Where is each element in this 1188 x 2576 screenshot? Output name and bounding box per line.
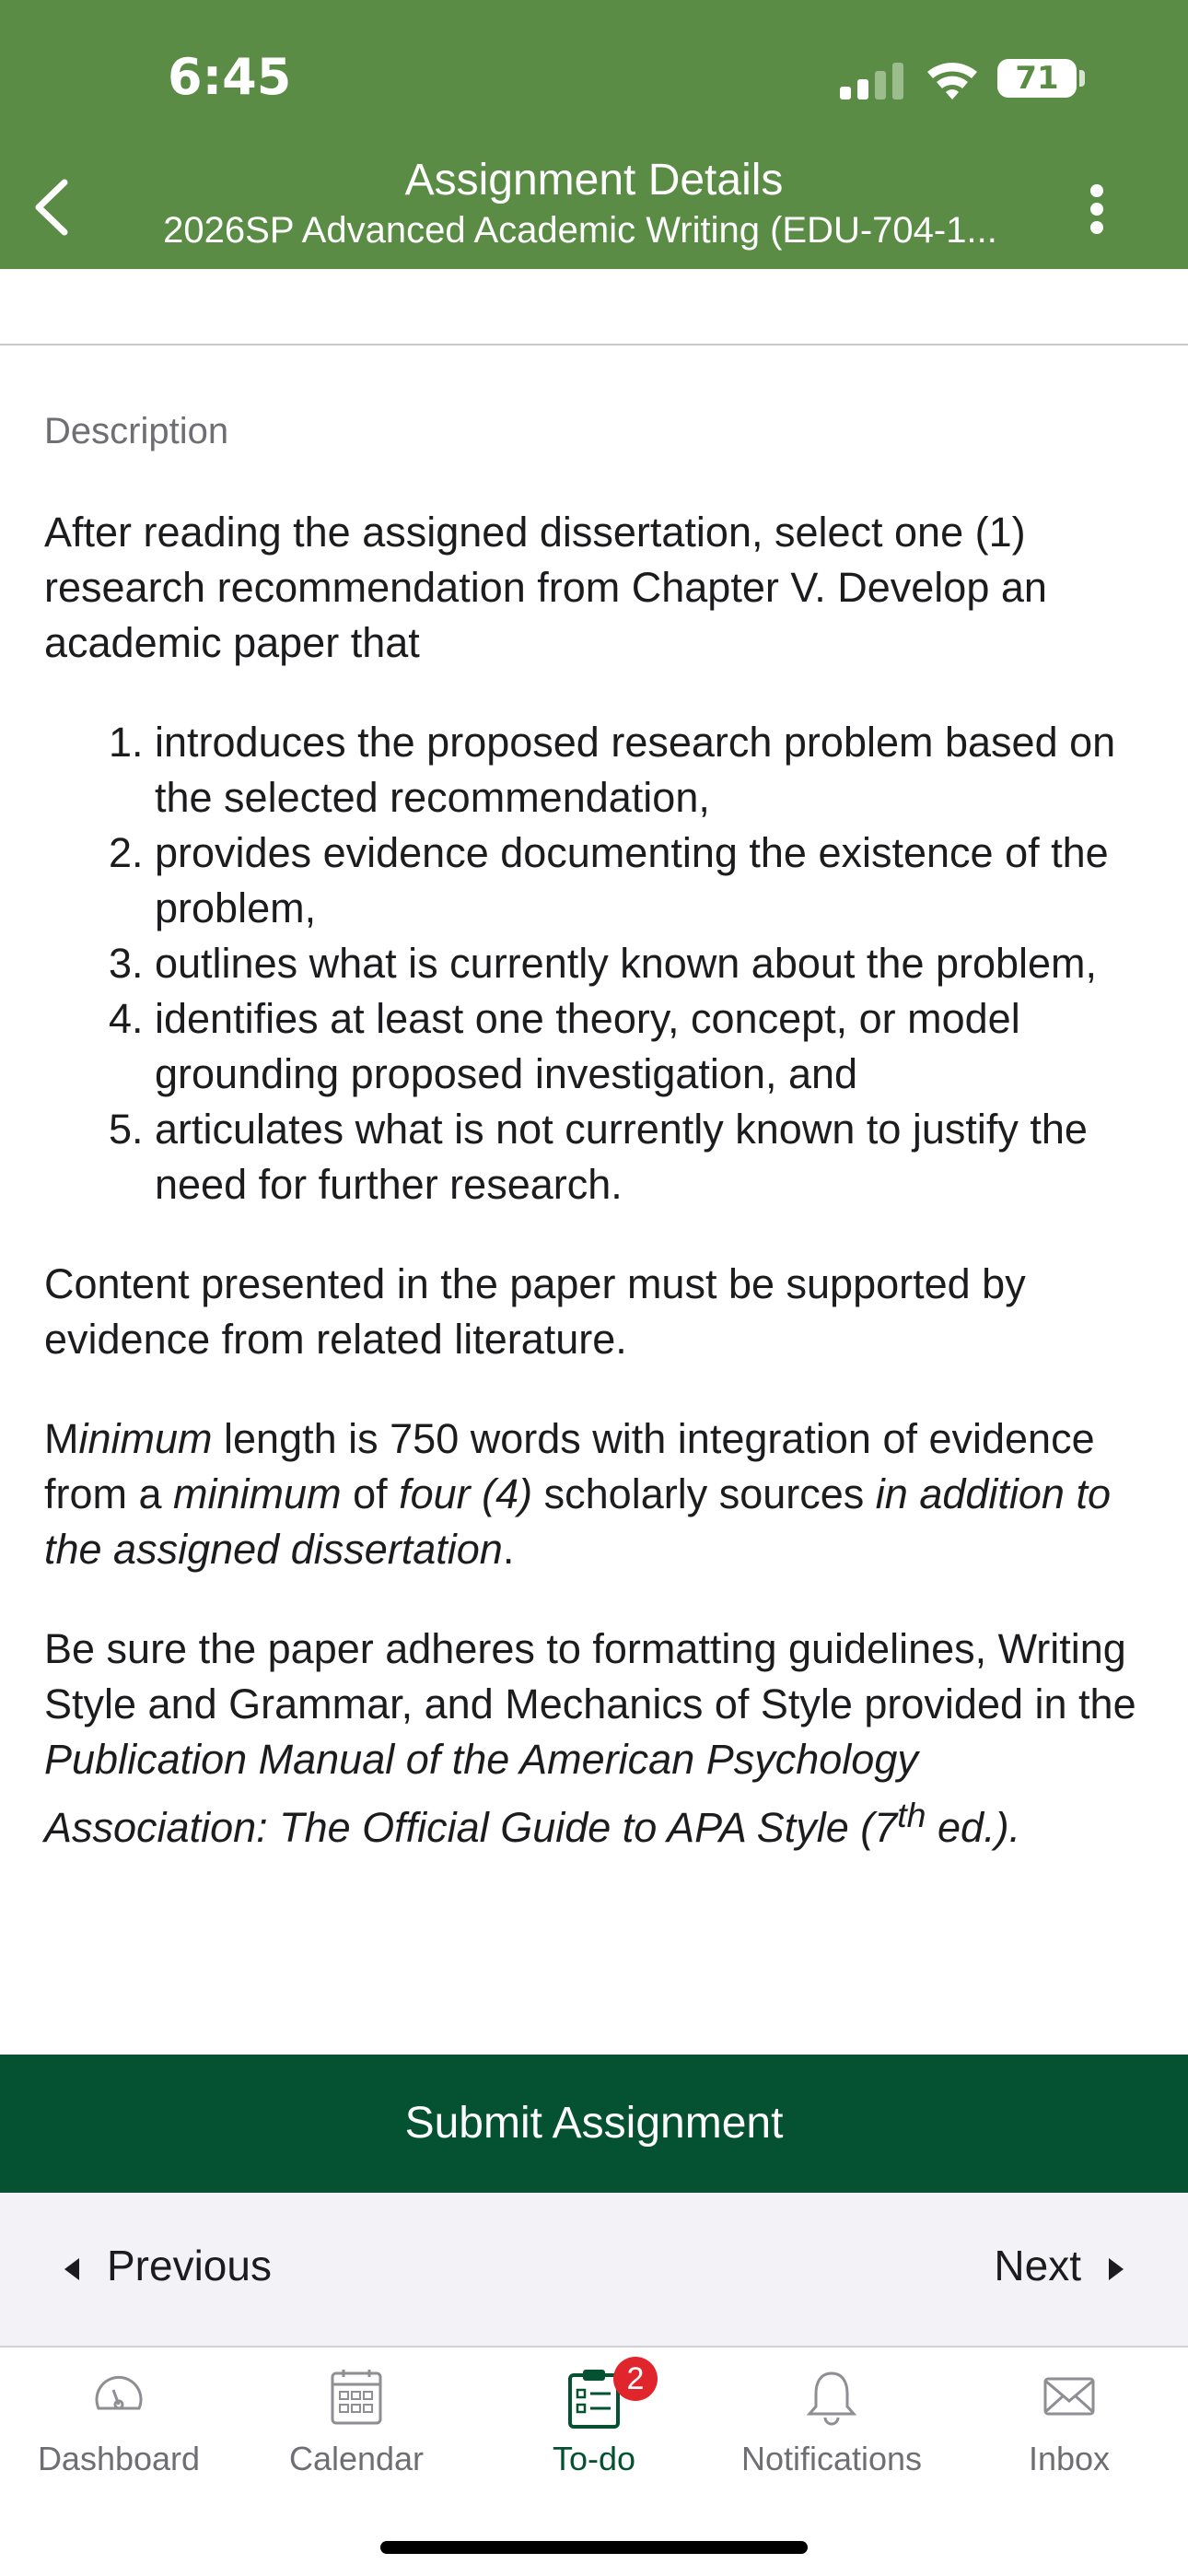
length-text: M — [44, 1415, 79, 1462]
app-header — [0, 0, 1188, 269]
tab-dashboard[interactable] — [0, 2348, 238, 2476]
tab-notifications[interactable] — [713, 2348, 950, 2476]
tab-label: Notifications — [740, 2440, 923, 2477]
length-paragraph — [44, 1411, 1149, 1577]
tab-label: To-do — [552, 2440, 636, 2477]
description-label: Description — [44, 411, 229, 451]
more-dot-icon — [1090, 184, 1103, 197]
wifi-icon — [924, 57, 981, 100]
submit-assignment-button[interactable]: Submit Assignment — [0, 2055, 1188, 2193]
tab-todo[interactable] — [475, 2348, 713, 2476]
apa-superscript: th — [897, 1796, 926, 1834]
requirements-list — [44, 715, 1149, 1212]
tab-inbox[interactable] — [950, 2348, 1188, 2476]
next-button[interactable] — [994, 2241, 1124, 2290]
list-item: 5. articulates what is not currently known to justify the need for further research. — [155, 1102, 1149, 1212]
length-emphasis: inimum — [78, 1415, 213, 1462]
tab-label: Calendar — [288, 2440, 425, 2477]
more-options-button[interactable] — [1079, 177, 1116, 241]
status-time: 6:45 — [168, 48, 292, 106]
list-item: 3. outlines what is currently known about the problem, — [155, 936, 1149, 991]
pagination-bar — [0, 2193, 1188, 2348]
length-text: length is 750 words with integration of evidence from a — [44, 1415, 1095, 1517]
length-text: scholarly sources — [532, 1470, 876, 1517]
battery-icon: 71 — [997, 59, 1077, 98]
dashboard-icon — [91, 2368, 146, 2423]
length-text: . — [502, 1526, 515, 1573]
more-dot-icon — [1090, 221, 1103, 234]
tab-calendar[interactable] — [238, 2348, 475, 2476]
intro-paragraph: After reading the assigned dissertation, select one (1) research recommendation from Chapter V. Develop an academic paper that — [44, 509, 1047, 666]
list-item: 4. identifies at least one theory, concept, or model grounding proposed investigation, and — [155, 991, 1149, 1102]
page-title: Assignment Details — [404, 156, 784, 205]
apa-manual-text: Publication Manual of the American Psychology Association: The Official Guide to APA Style (7 — [44, 1736, 918, 1851]
length-emphasis: minimum — [173, 1470, 342, 1517]
caret-left-icon — [64, 2258, 79, 2280]
battery-tip — [1079, 70, 1085, 87]
tab-label: Dashboard — [37, 2440, 201, 2477]
list-item: 1. introduces the proposed research problem based on the selected recommendation, — [155, 715, 1149, 825]
next-label: Next — [994, 2242, 1081, 2289]
caret-right-icon — [1109, 2258, 1124, 2280]
length-emphasis: four (4) — [399, 1470, 533, 1517]
course-subtitle: 2026SP Advanced Academic Writing (EDU-704-1... — [163, 210, 997, 251]
more-dot-icon — [1090, 203, 1103, 216]
length-text: of — [341, 1470, 400, 1517]
apa-paragraph — [44, 1622, 1149, 1856]
apa-text: Be sure the paper adheres to formatting guidelines, Writing Style and Grammar, and Mechanics of Style provided in the — [44, 1625, 1136, 1727]
previous-label: Previous — [107, 2242, 272, 2289]
list-item: 2. provides evidence documenting the existence of the problem, — [155, 825, 1149, 936]
support-paragraph: Content presented in the paper must be supported by evidence from related literature. — [44, 1260, 1026, 1363]
apa-manual-title — [44, 1736, 1020, 1851]
tab-label: Inbox — [1028, 2440, 1111, 2477]
cellular-signal-icon — [840, 63, 906, 100]
calendar-icon — [329, 2368, 384, 2427]
assignment-description — [44, 405, 1149, 1900]
previous-button[interactable] — [64, 2241, 272, 2290]
length-emphasis: in addition to the assigned dissertation — [44, 1470, 1111, 1573]
bell-icon — [804, 2368, 859, 2427]
divider — [0, 344, 1188, 345]
envelope-icon — [1042, 2368, 1097, 2423]
home-indicator — [380, 2541, 808, 2554]
todo-badge: 2 — [613, 2357, 658, 2401]
apa-manual-end: ed.). — [926, 1804, 1021, 1851]
